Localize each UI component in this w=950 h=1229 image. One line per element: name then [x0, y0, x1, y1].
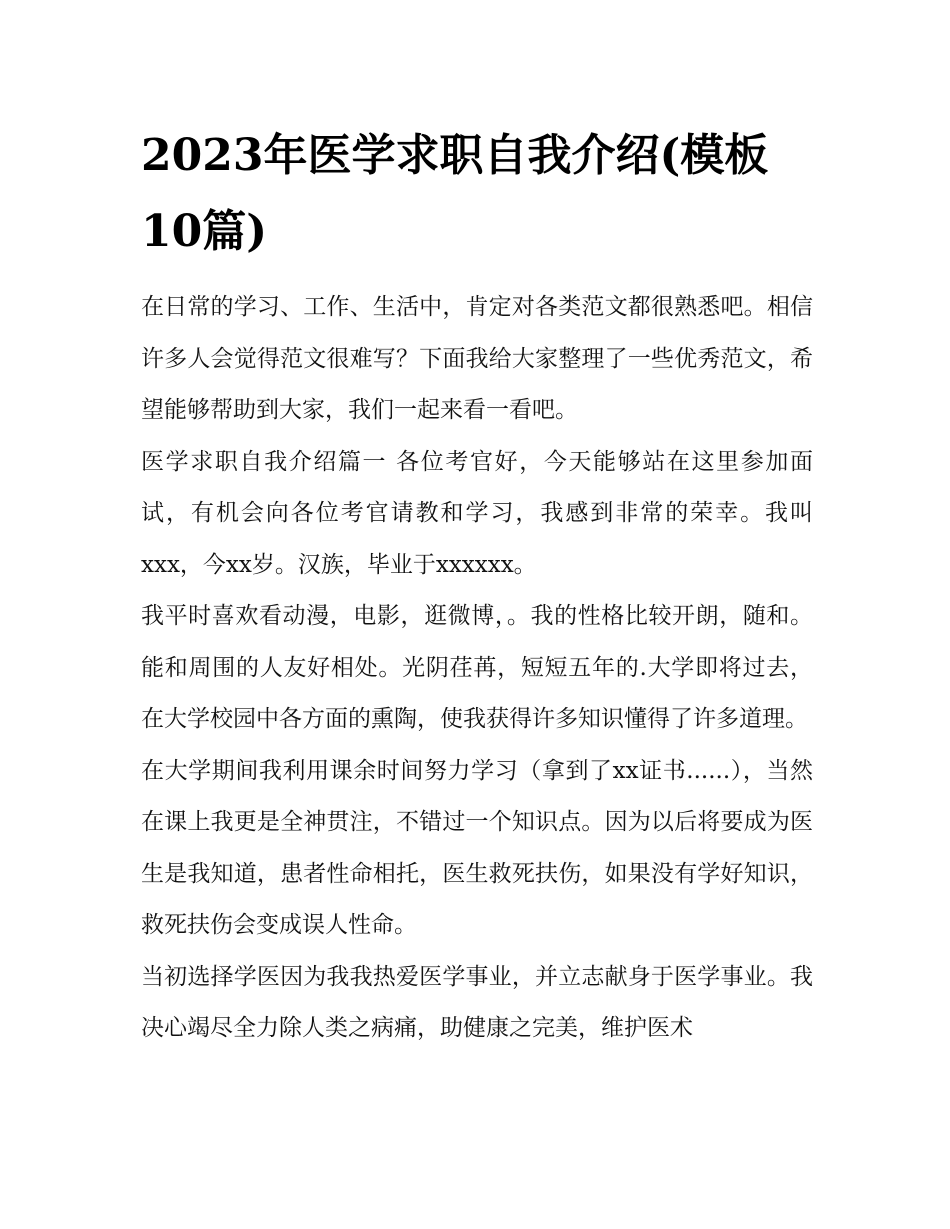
paragraph-motivation: 当初选择学医因为我我热爱医学事业，并立志献身于医学事业。我决心竭尽全力除人类之病痛，助健康之完美，维护医术 — [141, 963, 813, 1041]
document-body — [141, 282, 813, 1055]
paragraph-study: 在大学期间我利用课余时间努力学习（拿到了xx证书......），当然在课上我更是全神贯注，不错过一个知识点。因为以后将要成为医生是我知道，患者性命相托，医生救死扶伤，如果没有学好知识，救死扶伤会变成误人性命。 — [141, 757, 813, 938]
paragraph-personality: 我平时喜欢看动漫，电影，逛微博，。我的性格比较开朗，随和。能和周围的人友好相处。光阴荏苒，短短五年的.大学即将过去，在大学校园中各方面的熏陶，使我获得许多知识懂得了许多道理。 — [141, 603, 813, 732]
document-content — [141, 118, 813, 1055]
paragraph-intro: 在日常的学习、工作、生活中，肯定对各类范文都很熟悉吧。相信许多人会觉得范文很难写？下面我给大家整理了一些优秀范文，希望能够帮助到大家，我们一起来看一看吧。 — [141, 294, 813, 423]
document-title: 2023年医学求职自我介绍(模板10篇) — [141, 130, 769, 257]
paragraph-greeting: 医学求职自我介绍篇一 各位考官好，今天能够站在这里参加面试，有机会向各位考官请教和学习，我感到非常的荣幸。我叫xxx，今xx岁。汉族，毕业于xxxxxx。 — [141, 448, 813, 578]
